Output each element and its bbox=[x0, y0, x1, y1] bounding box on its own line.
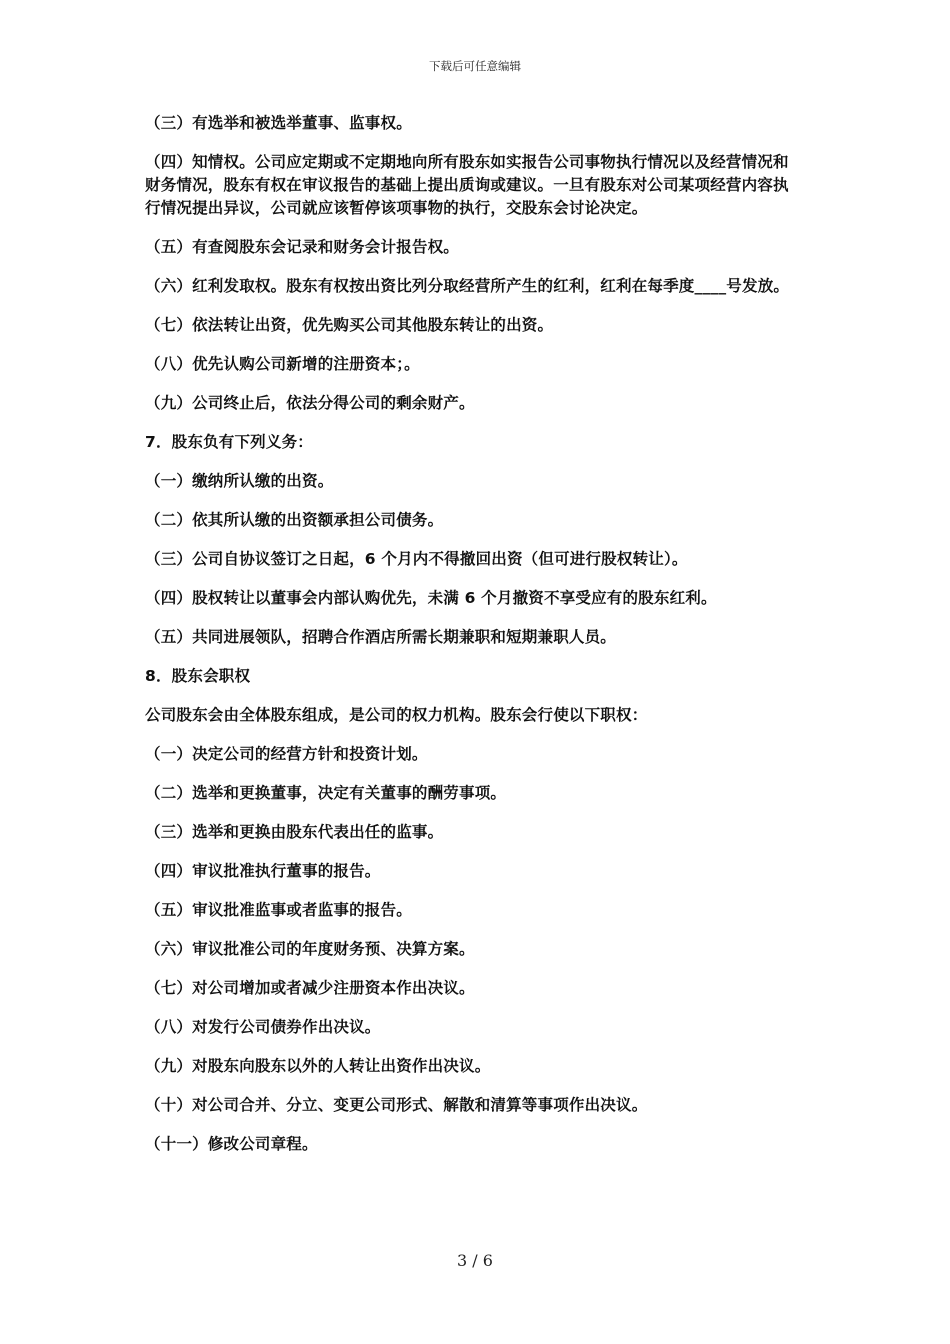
section-heading: 8．股东会职权 bbox=[145, 667, 251, 685]
page-header: 下载后可任意编辑 bbox=[429, 59, 521, 73]
paragraph: （七）依法转让出资，优先购买公司其他股东转让的出资。 bbox=[145, 316, 554, 334]
paragraph: （五）审议批准监事或者监事的报告。 bbox=[145, 901, 412, 919]
paragraph: （十）对公司合并、分立、变更公司形式、解散和清算等事项作出决议。 bbox=[145, 1096, 648, 1114]
paragraph: （九）公司终止后，依法分得公司的剩余财产。 bbox=[145, 394, 475, 412]
paragraph: （三）选举和更换由股东代表出任的监事。 bbox=[145, 823, 444, 841]
paragraph: （五）共同进展领队，招聘合作酒店所需长期兼职和短期兼职人员。 bbox=[145, 628, 617, 646]
paragraph: （八）对发行公司债券作出决议。 bbox=[145, 1018, 381, 1036]
paragraph: （二）依其所认缴的出资额承担公司债务。 bbox=[145, 511, 444, 529]
paragraph: （一）决定公司的经营方针和投资计划。 bbox=[145, 745, 428, 763]
paragraph: （九）对股东向股东以外的人转让出资作出决议。 bbox=[145, 1057, 491, 1075]
paragraph: （二）选举和更换董事，决定有关董事的酬劳事项。 bbox=[145, 784, 507, 802]
paragraph: （四）股权转让以董事会内部认购优先，未满 6 个月撤资不享受应有的股东红利。 bbox=[145, 589, 717, 607]
paragraph: （五）有查阅股东会记录和财务会计报告权。 bbox=[145, 238, 460, 256]
section-heading: 7．股东负有下列义务： bbox=[145, 433, 313, 451]
document-body bbox=[145, 112, 797, 1172]
paragraph: （三）有选举和被选举董事、监事权。 bbox=[145, 114, 412, 132]
paragraph: （一）缴纳所认缴的出资。 bbox=[145, 472, 334, 490]
paragraph: （三）公司自协议签订之日起，6 个月内不得撤回出资（但可进行股权转让）。 bbox=[145, 550, 688, 568]
paragraph: （六）审议批准公司的年度财务预、决算方案。 bbox=[145, 940, 475, 958]
paragraph: （八）优先认购公司新增的注册资本；。 bbox=[145, 355, 420, 373]
paragraph: （四）审议批准执行董事的报告。 bbox=[145, 862, 381, 880]
paragraph: （四）知情权。公司应定期或不定期地向所有股东如实报告公司事物执行情况以及经营情况和财务情况，股东有权在审议报告的基础上提出质询或建议。一旦有股东对公司某项经营内容执行情况提出异议，公司就应该暂停该项事物的执行，交股东会讨论决定。 bbox=[145, 153, 789, 217]
paragraph: （十一）修改公司章程。 bbox=[145, 1135, 318, 1153]
paragraph: （六）红利发取权。股东有权按出资比列分取经营所产生的红利，红利在每季度____号发放。 bbox=[145, 277, 790, 295]
paragraph: （七）对公司增加或者减少注册资本作出决议。 bbox=[145, 979, 475, 997]
page-number: 3 / 6 bbox=[457, 1251, 493, 1270]
paragraph: 公司股东会由全体股东组成，是公司的权力机构。股东会行使以下职权： bbox=[145, 706, 648, 724]
